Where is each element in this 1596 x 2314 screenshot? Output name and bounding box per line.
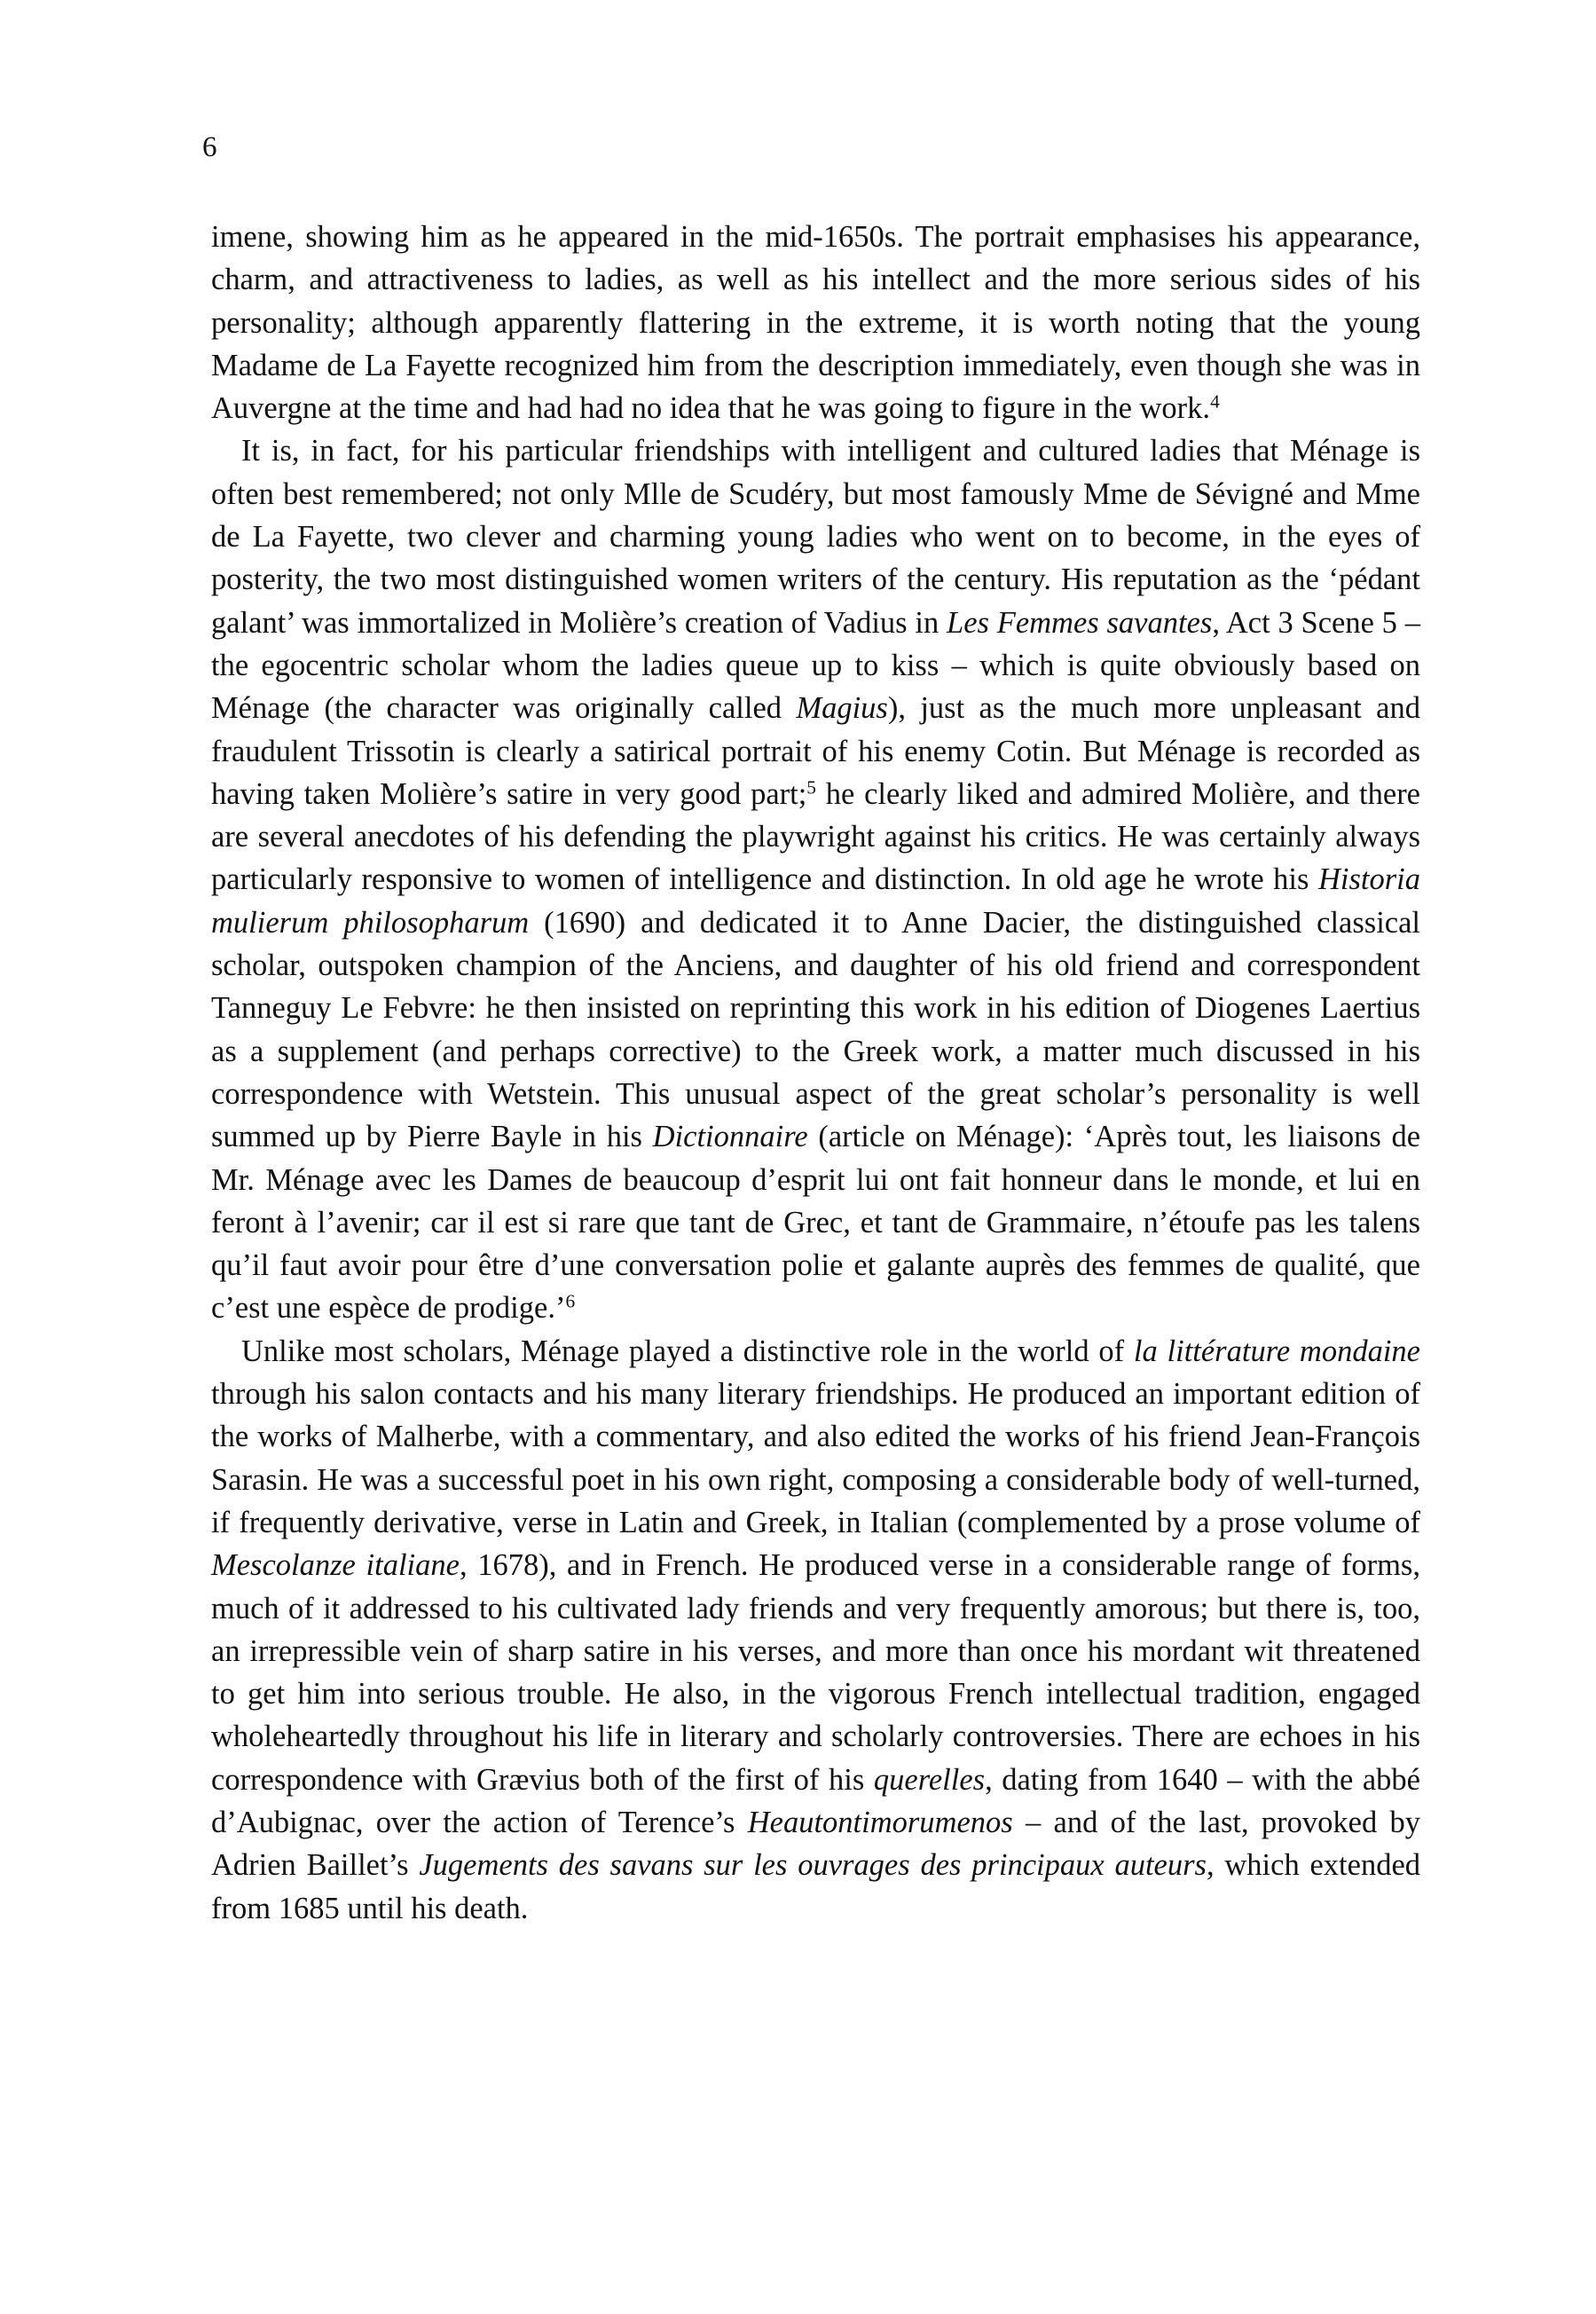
italic-title: Les Femmes savantes <box>947 605 1213 640</box>
paragraph-1 <box>211 216 1420 429</box>
text-run: , 1678), and in French. He produced verse in a considerable range of forms, much of it addressed to his cultivated lady friends and very frequently amorous; but there is, too, an irrepressible vein of sharp satire in his verses, and more than once his mordant wit threatened to get him into serious trouble. He also, in the vigorous French intellectual tradition, engaged wholeheartedly throughout his life in literary and scholarly controversies. There are echoes in his correspondence with Grævius both of the first of his <box>211 1548 1420 1797</box>
footnote-ref-6: 6 <box>565 1290 576 1312</box>
text-run: ), just as the much more unpleasant and fraudulent Trissotin is clearly a satirical portrait of his enemy Cotin. But Ménage is recorded as having taken Molière’s satire in very good part; <box>211 691 1420 811</box>
italic-title: Dictionnaire <box>652 1120 808 1154</box>
text-run: he clearly liked and admired Molière, and there are several anecdotes of his defending the playwright against his critics. He was certainly always particularly responsive to women of intelligence and distinction. In old age he wrote his <box>211 776 1420 897</box>
paragraph-3 <box>211 1330 1420 1930</box>
page-number: 6 <box>202 131 217 163</box>
footnote-ref-5: 5 <box>806 776 816 799</box>
text-run: through his salon contacts and his many literary friendships. He produced an important edition of the works of Malherbe, with a commentary, and also edited the works of his friend Jean-François Sarasin. He was a successful poet in his own right, composing a considerable body of well-turned, if frequently derivative, verse in Latin and Greek, in Italian (complemented by a prose volume of <box>211 1377 1420 1539</box>
italic-title: Mescolanze italiane <box>211 1548 460 1583</box>
italic-title: Heautontimorumenos <box>747 1805 1013 1839</box>
text-run: , Act 3 Scene 5 – the egocentric scholar whom the ladies queue up to kiss – which is quite obviously based on Ménage (the character was originally called <box>211 605 1420 726</box>
text-run: (1690) and dedicated it to Anne Dacier, the distinguished classical scholar, outspoken champion of the Anciens, and daughter of his old friend and correspondent Tanneguy Le Febvre: he then insisted on reprinting this work in his edition of Diogenes Laertius as a supplement (and perhaps corrective) to the Greek work, a matter much discussed in his correspondence with Wetstein. This unusual aspect of the great scholar’s personality is well summed up by Pierre Bayle in his <box>211 905 1420 1154</box>
paragraph-2 <box>211 429 1420 1329</box>
text-run: , dating from 1640 – with the abbé d’Aubignac, over the action of Terence’s <box>211 1762 1420 1839</box>
text-run: , which extended from 1685 until his death. <box>211 1848 1421 1925</box>
text-run: Unlike most scholars, Ménage played a distinctive role in the world of <box>241 1334 1134 1368</box>
italic-title: la littérature mondaine <box>1133 1334 1420 1368</box>
text-run: – and of the last, provoked by Adrien Baillet’s <box>211 1805 1420 1883</box>
italic-title: Jugements des savans sur les ouvrages des principaux auteurs <box>419 1848 1207 1883</box>
italic-title: Magius <box>796 691 888 726</box>
text-run: It is, in fact, for his particular friendships with intelligent and cultured ladies that Ménage is often best remembered; not only Mlle de Scudéry, but most famously Mme de Sévigné and Mme de La Fayette, two clever and charming young ladies who went on to become, in the eyes of posterity, the two most distinguished women writers of the century. His reputation as the ‘pédant galant’ was immortalized in Molière’s creation of Vadius in <box>211 434 1420 640</box>
text-run: (article on Ménage): ‘Après tout, les liaisons de Mr. Ménage avec les Dames de beaucoup d’esprit lui ont fait honneur dans le monde, et lui en feront à l’avenir; car il est si rare que tant de Grec, et tant de Grammaire, n’étoufe pas les talens qu’il faut avoir pour être d’une conversation polie et galante auprès des femmes de qualité, que c’est une espèce de prodige.’ <box>211 1120 1421 1326</box>
text-run: imene, showing him as he appeared in the mid-1650s. The portrait emphasises his appearance, charm, and attractiveness to ladies, as well as his intellect and the more serious sides of his personality; although apparently flattering in the extreme, it is worth noting that the young Madame de La Fayette recognized him from the description immediately, even though she was in Auvergne at the time and had had no idea that he was going to figure in the work. <box>211 220 1420 426</box>
italic-title: querelles <box>873 1762 986 1797</box>
body-text <box>211 216 1420 1930</box>
italic-title: Historia mulierum philosopharum <box>211 862 1420 940</box>
footnote-ref-4: 4 <box>1210 390 1220 413</box>
